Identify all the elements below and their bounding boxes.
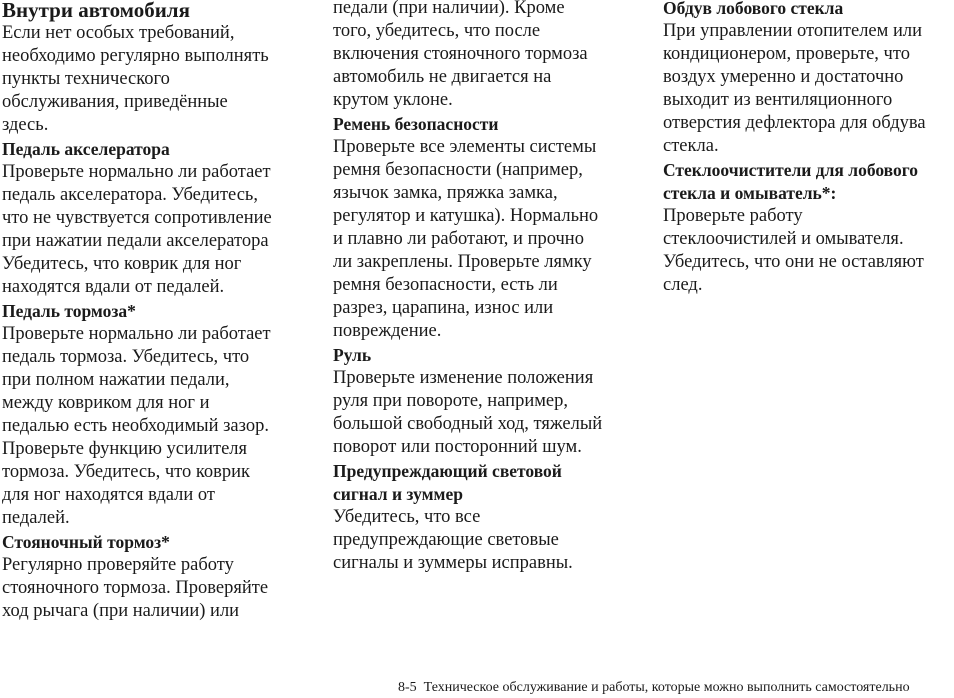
text-line: большой свободный ход, тяжелый [333,414,603,434]
text-line: воздух умеренно и достаточно [663,67,904,87]
text-line: и плавно ли работают, и прочно [333,229,584,249]
text-line: пункты технического [2,69,170,89]
text-line: педали (при наличии). Кроме [333,0,565,18]
windshield-defroster-text [663,20,954,158]
text-line: отверстия дефлектора для обдува [663,113,926,133]
text-line: Проверьте работу [663,206,803,226]
text-line: включения стояночного тормоза [333,44,588,64]
text-line: стекла. [663,136,719,156]
page-number: 8-5 [398,680,417,695]
accelerator-pedal-text [2,161,302,299]
text-line: Убедитесь, что коврик для ног [2,254,242,274]
text-line: педаль акселератора. Убедитесь, [2,185,258,205]
text-line: язычок замка, пряжка замка, [333,183,558,203]
text-line: Проверьте нормально ли работает [2,324,271,344]
text-line: сигналы и зуммеры исправны. [333,553,573,573]
text-line: ли закреплены. Проверьте лямку [333,252,592,272]
parking-brake-text-continued [333,0,628,112]
steering-wheel-text [333,367,628,459]
text-line: регулятор и катушка). Нормально [333,206,599,226]
text-line: ремня безопасности, есть ли [333,275,558,295]
text-line: тормоза. Убедитесь, что коврик [2,462,251,482]
warning-lights-heading [333,460,628,506]
parking-brake-text [2,554,302,623]
brake-pedal-text [2,323,302,530]
seat-belt-text [333,136,628,343]
text-line: стекла и омыватель*: [663,183,837,203]
intro-text [2,22,302,137]
text-line: Регулярно проверяйте работу [2,555,234,575]
text-line: кондиционером, проверьте, что [663,44,910,64]
text-line: ход рычага (при наличии) или [2,601,240,621]
text-line: стеклоочистилей и омывателя. [663,229,904,249]
text-line: обслуживания, приведённые [2,92,228,112]
wipers-washer-heading [663,159,954,205]
page-footer [398,680,954,696]
text-line: того, убедитесь, что после [333,21,541,41]
text-line: Проверьте все элементы системы [333,137,597,157]
column-2 [333,0,628,576]
text-line: Убедитесь, что все [333,507,481,527]
text-line: предупреждающие световые [333,530,559,550]
brake-pedal-heading: Педаль тормоза* [2,301,136,321]
text-line: Если нет особых требований, [2,23,235,43]
text-line: педаль тормоза. Убедитесь, что [2,347,250,367]
text-line: автомобиль не двигается на [333,67,552,87]
text-line: между ковриком для ног и [2,393,210,413]
text-line: при нажатии педали акселератора [2,231,269,251]
section-title: Техническое обслуживание и работы, которые можно выполнить самостоятельно [423,680,910,695]
column-1 [2,0,302,624]
text-line: Предупреждающий световой [333,461,562,481]
seat-belt-heading: Ремень безопасности [333,114,499,134]
text-line: Проверьте функцию усилителя [2,439,248,459]
text-line: Проверьте нормально ли работает [2,162,271,182]
text-line: что не чувствуется сопротивление [2,208,272,228]
wipers-washer-text [663,205,954,297]
text-line: Проверьте изменение положения [333,368,594,388]
text-line: педалью есть необходимый зазор. [2,416,269,436]
text-line: необходимо регулярно выполнять [2,46,269,66]
warning-lights-text [333,506,628,575]
accelerator-pedal-heading: Педаль акселератора [2,139,170,159]
text-line: руля при повороте, например, [333,391,569,411]
text-line: для ног находятся вдали от [2,485,216,505]
text-line: сигнал и зуммер [333,484,463,504]
text-line: Стеклоочистители для лобового [663,160,919,180]
text-line: ремня безопасности (например, [333,160,583,180]
text-line: поворот или посторонний шум. [333,437,582,457]
text-line: при полном нажатии педали, [2,370,230,390]
text-line: повреждение. [333,321,442,341]
text-line: крутом уклоне. [333,90,453,110]
text-line: разрез, царапина, износ или [333,298,554,318]
text-line: При управлении отопителем или [663,21,923,41]
steering-wheel-heading: Руль [333,345,372,365]
text-line: находятся вдали от педалей. [2,277,225,297]
text-line: Убедитесь, что они не оставляют [663,252,924,272]
text-line: здесь. [2,115,49,135]
page-title: Внутри автомобиля [2,0,190,22]
text-line: выходит из вентиляционного [663,90,893,110]
windshield-defroster-heading: Обдув лобового стекла [663,0,844,18]
column-3 [663,0,954,298]
text-line: след. [663,275,703,295]
text-line: педалей. [2,508,70,528]
text-line: стояночного тормоза. Проверяйте [2,578,269,598]
parking-brake-heading: Стояночный тормоз* [2,532,170,552]
